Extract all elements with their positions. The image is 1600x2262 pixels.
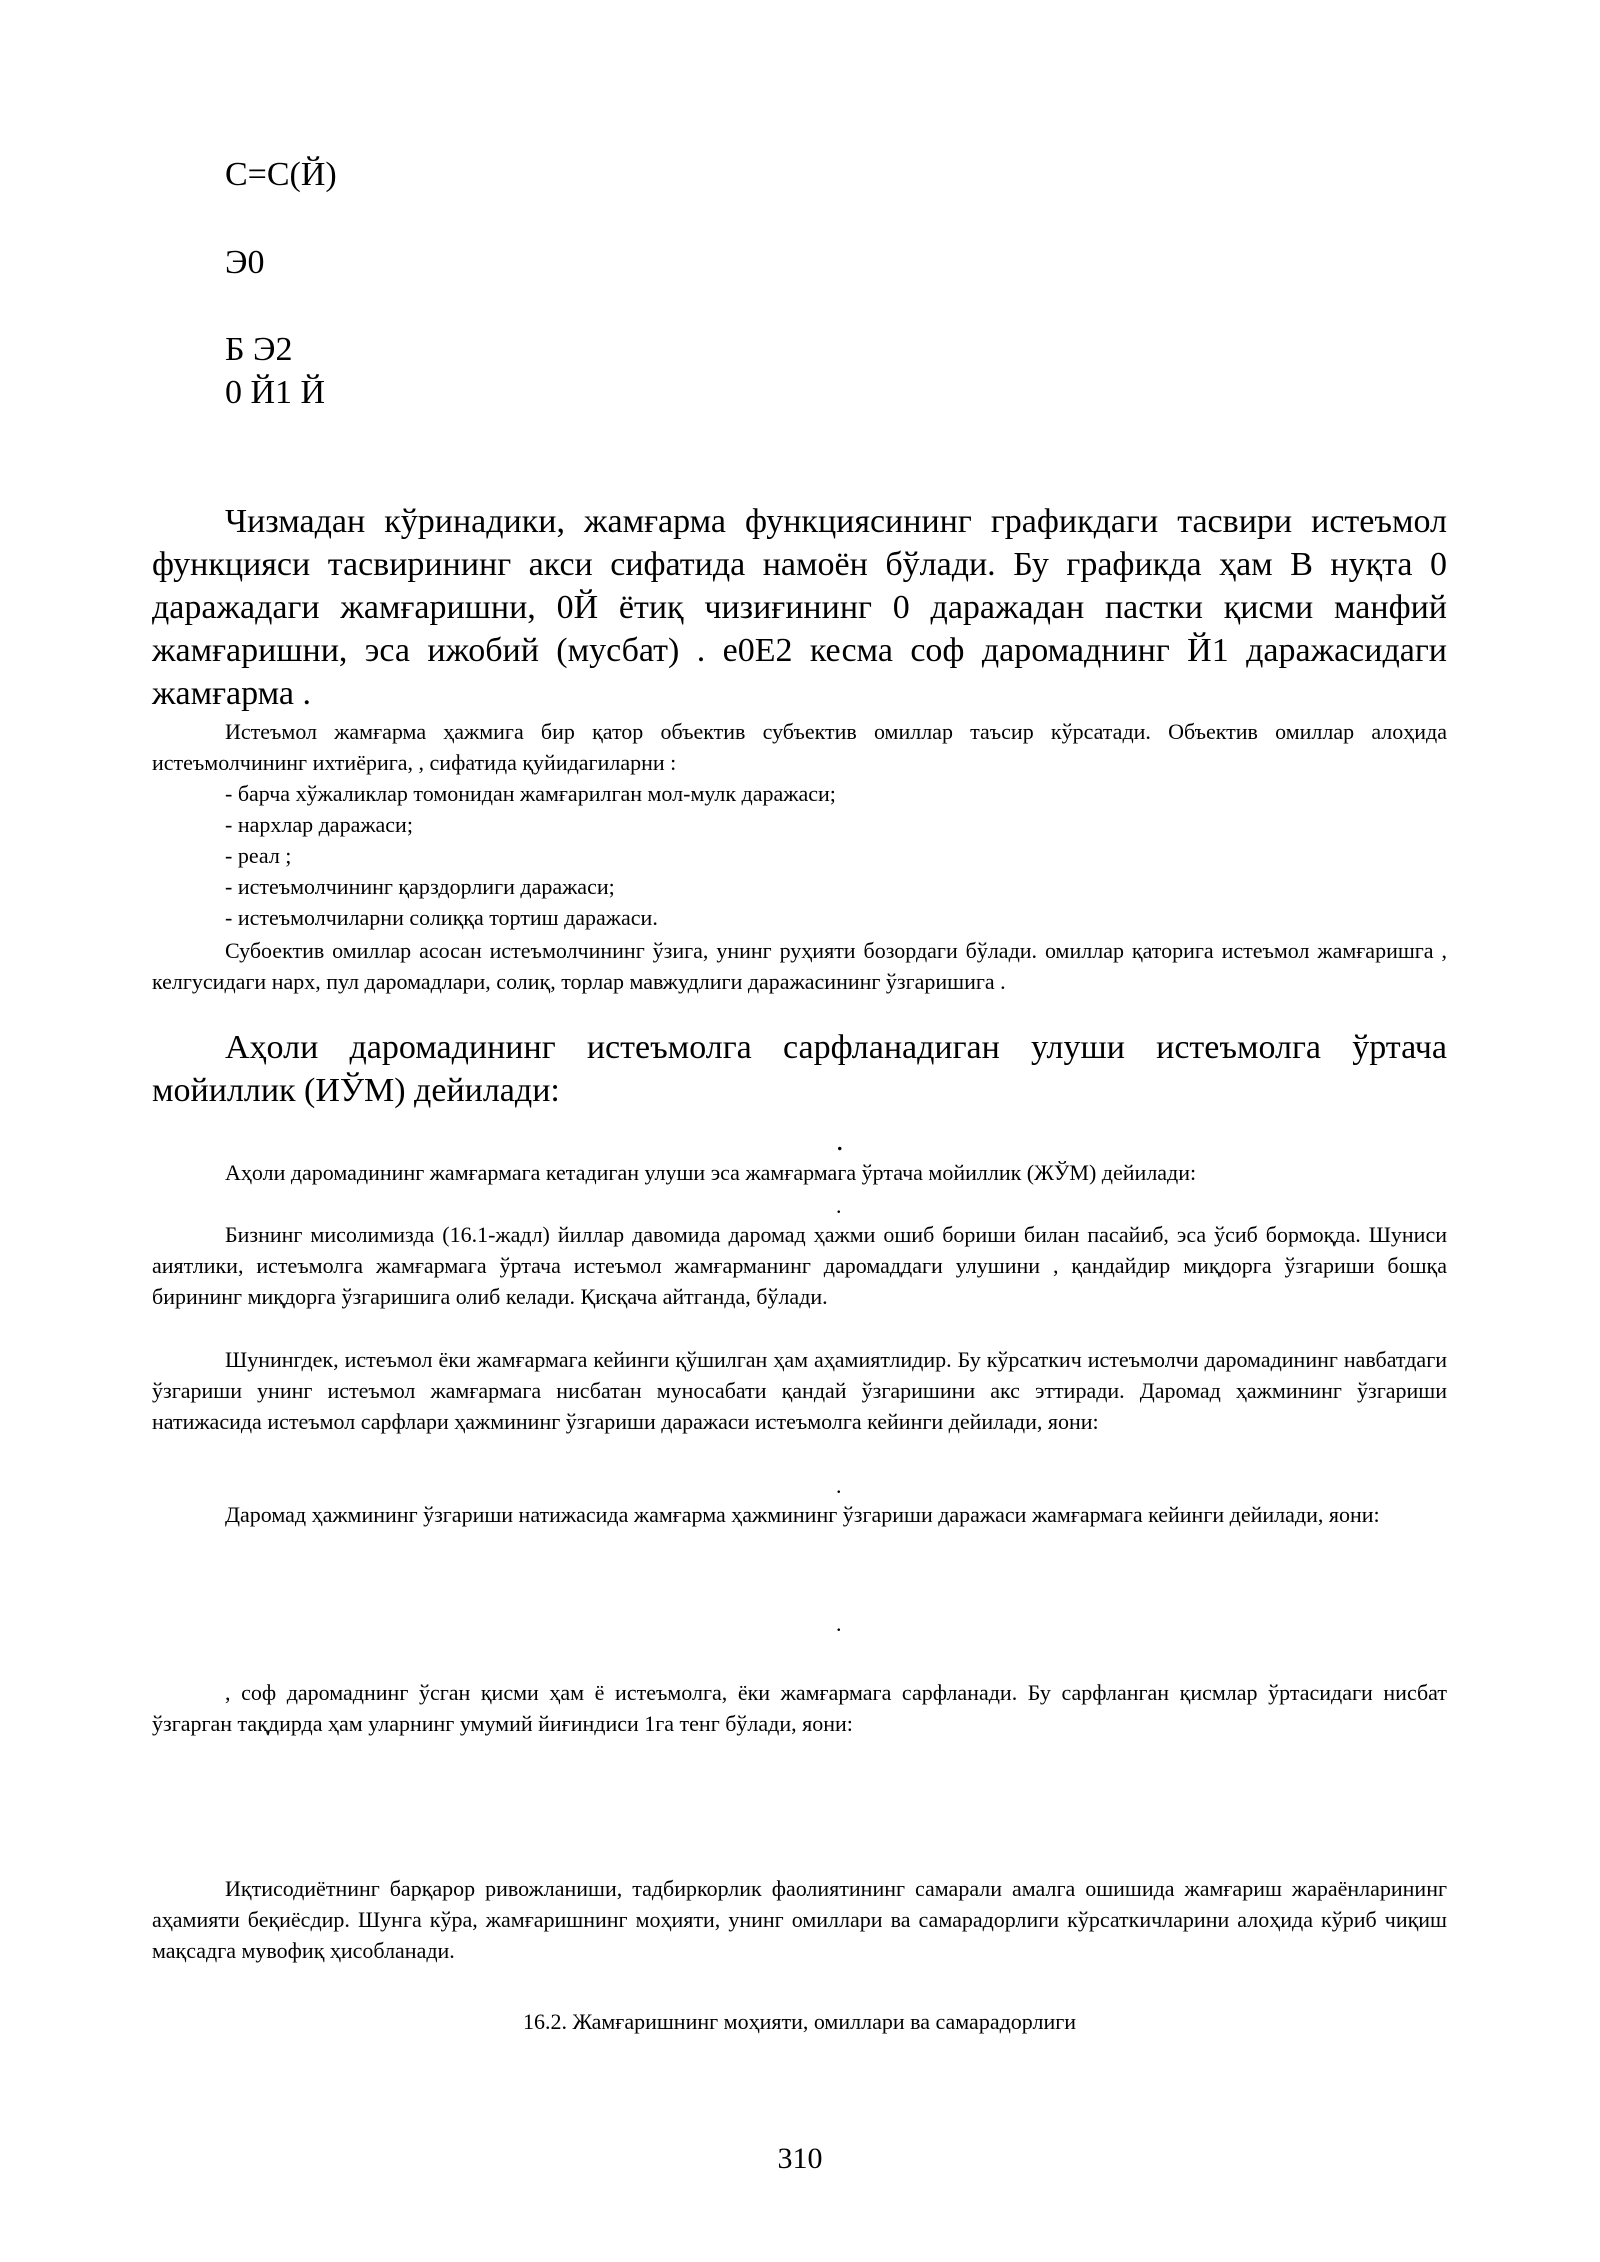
paragraph-marginal-saving: Даромад ҳажмининг ўзгариши натижасида жамғарма ҳажмининг ўзгариши даражаси жамғармага кейинги дейилади, яони:	[225, 1502, 1380, 1527]
paragraph-apc-definition: Аҳоли даромадининг истеъмолга сарфланадиган улуши истеъмолга ўртача мойиллик (ИЎМ) дейилади:	[152, 1029, 1447, 1109]
formula-placeholder-mps: .	[836, 1611, 842, 1636]
list-item: - реал ;	[225, 843, 292, 868]
paragraph-example: Бизнинг мисолимизда (16.1-жадл) йиллар давомида даромад ҳажми ошиб бориши билан пасайиб, эса ўсиб бормоқда. Шуниси аиятлики, истеъмолга жамғармага ўртача истеъмол жамғарманинг даромаддаги улушини , қандайдир миқдорга ўзгариши бошқа бирининг миқдорга ўзгаришига олиб келади. Қисқача айтганда, бўлади.	[152, 1222, 1447, 1309]
page-number: 310	[777, 2142, 823, 2175]
paragraph-savings-importance: Иқтисодиётнинг барқарор ривожланиши, тадбиркорлик фаолиятининг самарали амалга ошишида жамғариш жараёнларининг аҳамияти беқиёсдир. Шунга кўра, жамғаришнинг моҳияти, унинг омиллари ва самарадорлиги кўрсаткичларини алоҳида кўриб чиқиш мақсадга мувофиқ ҳисобланади.	[152, 1876, 1447, 1963]
paragraph-graph-explanation: Чизмадан кўринадики, жамғарма функциясининг графикдаги тасвири истеъмол функцияси тасвирининг акси сифатида намоён бўлади. Бу графикда ҳам В нуқта 0 даражадаги жамғаришни, 0Й ётиқ чизиғининг 0 даражадан пастки қисми манфий жамғаришни, эса ижобий (мусбат) . е0Е2 кесма соф даромаднинг Й1 даражасидаги жамғарма .	[152, 503, 1447, 712]
paragraph-marginal-consumption: Шунингдек, истеъмол ёки жамғармага кейинги қўшилган ҳам аҳамиятлидир. Бу кўрсаткич истеъмолчи даромадининг навбатдаги ўзгариши унинг истеъмол жамғармага нисбатан муносабати қандай ўзгаришини акс эттиради. Даромад ҳажмининг ўзгариши натижасида истеъмол сарфлари ҳажмининг ўзгариши даражаси истеъмолга кейинги дейилади, яони:	[152, 1347, 1447, 1434]
paragraph-aps-definition: Аҳоли даромадининг жамғармага кетадиган улуши эса жамғармага ўртача мойиллик (ЖЎМ) дейилади:	[225, 1160, 1197, 1185]
formula-placeholder-mpc: .	[836, 1473, 842, 1498]
graph-label-e0: Э0	[225, 244, 265, 281]
list-item: - барча хўжаликлар томонидан жамғарилган мол-мулк даражаси;	[225, 781, 836, 806]
list-item: - истеъмолчининг қарздорлиги даражаси;	[225, 874, 615, 899]
list-item: - нархлар даражаси;	[225, 812, 413, 837]
factors-list	[225, 778, 836, 933]
graph-label-b-e2: Б Э2	[225, 331, 293, 368]
graph-label-c-function: С=С(Й)	[225, 156, 337, 193]
paragraph-factors: Истеъмол жамғарма ҳажмига бир қатор объектив субъектив омиллар таъсир кўрсатади. Объектив омиллар алоҳида истеъмолчининг ихтиёрига, , сифатида қуйидагиларни :	[152, 719, 1447, 775]
formula-placeholder-aps: .	[836, 1193, 842, 1218]
paragraph-subjective-factors: Субоектив омиллар асосан истеъмолчининг ўзига, унинг руҳияти бозордаги бўлади. омиллар қаторига истеъмол жамғаришга , келгусидаги нарх, пул даромадлари, солиқ, торлар мавжудлиги даражасининг ўзгаришига .	[152, 938, 1447, 994]
section-heading: 16.2. Жамғаришнинг моҳияти, омиллари ва самарадорлиги	[522, 2009, 1077, 2034]
formula-placeholder-apc: .	[836, 1124, 844, 1157]
list-item: - истеъмолчиларни солиққа тортиш даражаси.	[225, 905, 658, 930]
graph-label-axis: 0 Й1 Й	[225, 374, 326, 411]
paragraph-sum-equals-one: , соф даромаднинг ўсган қисми ҳам ё истеъмолга, ёки жамғармага сарфланади. Бу сарфланган қисмлар ўртасидаги нисбат ўзгарган тақдирда ҳам уларнинг умумий йиғиндиси 1га тенг бўлади, яони:	[152, 1680, 1447, 1736]
